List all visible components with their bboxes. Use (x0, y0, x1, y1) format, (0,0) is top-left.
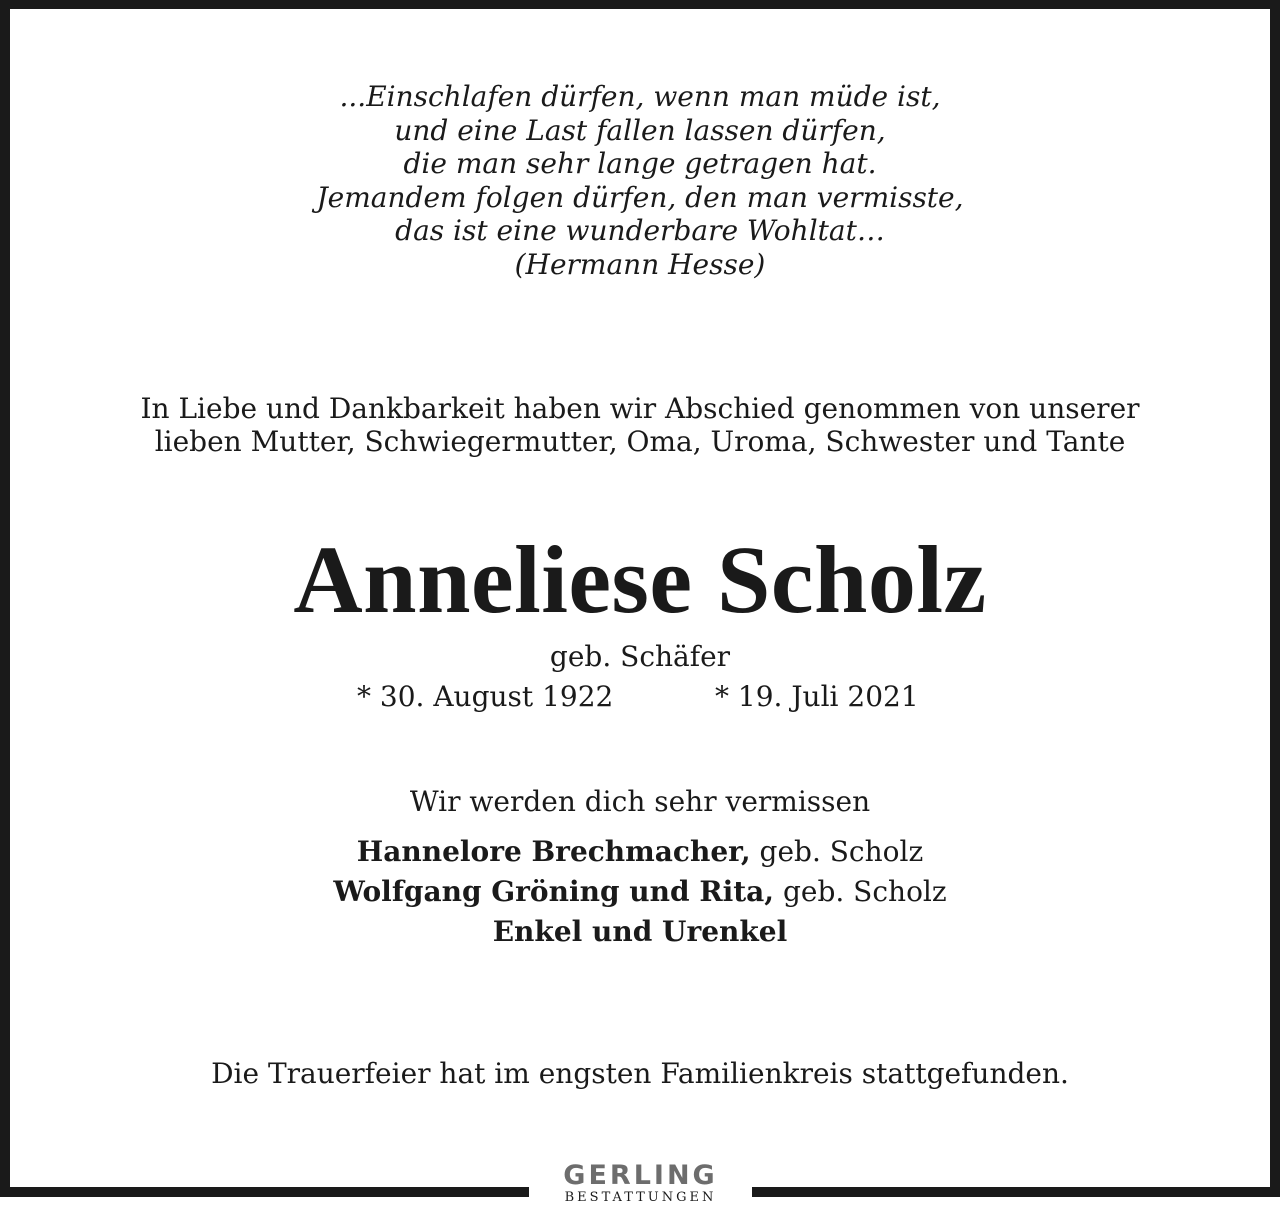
quote-line: ...Einschlafen dürfen, wenn man müde ist, (339, 80, 941, 113)
quote-line: und eine Last fallen lassen dürfen, (394, 113, 886, 147)
frame-border-left (0, 0, 10, 1197)
frame-border-bottom-left (0, 1187, 529, 1197)
frame-border-bottom-right (752, 1187, 1280, 1197)
mourner-entry (10, 872, 1270, 912)
ceremony-note: Die Trauerfeier hat im engsten Familienkreis stattgefunden. (211, 1057, 1069, 1090)
frame-border-right (1270, 0, 1280, 1197)
quote-line: die man sehr lange getragen hat. (403, 147, 877, 180)
quote-author: (Hermann Hesse) (514, 247, 766, 281)
logo-wordmark: GERLING (563, 1160, 718, 1191)
quote-line: das ist eine wunderbare Wohltat… (395, 214, 885, 247)
deceased-name: Anneliese Scholz (293, 526, 987, 633)
farewell-intro (10, 392, 1270, 458)
funeral-home-logo (529, 1162, 752, 1205)
mourner-name: Wolfgang Gröning und Rita, (333, 875, 775, 908)
quote-line: Jemandem folgen dürfen, den man vermisste, (316, 180, 964, 214)
birth-date: * 30. August 1922 (357, 680, 614, 713)
logo-subtitle: BESTATTUNGEN (564, 1190, 717, 1205)
hesse-quote (10, 80, 1270, 281)
mourner-entry (10, 832, 1270, 872)
mourner-entry (10, 912, 1270, 952)
mourner-suffix: geb. Scholz (750, 835, 924, 868)
mourner-name: Enkel und Urenkel (492, 915, 788, 948)
mourner-suffix: geb. Scholz (774, 875, 947, 908)
mourners-intro: Wir werden dich sehr vermissen (409, 785, 871, 818)
frame-border-top (0, 0, 1280, 9)
intro-line-1: In Liebe und Dankbarkeit haben wir Abschied genommen von unserer (140, 392, 1140, 425)
death-date: * 19. Juli 2021 (715, 680, 919, 713)
intro-line-2: lieben Mutter, Schwiegermutter, Oma, Uroma, Schwester und Tante (154, 425, 1126, 458)
mourner-name: Hannelore Brechmacher, (356, 835, 751, 868)
birth-name: geb. Schäfer (549, 640, 731, 673)
mourners-list (10, 832, 1270, 952)
